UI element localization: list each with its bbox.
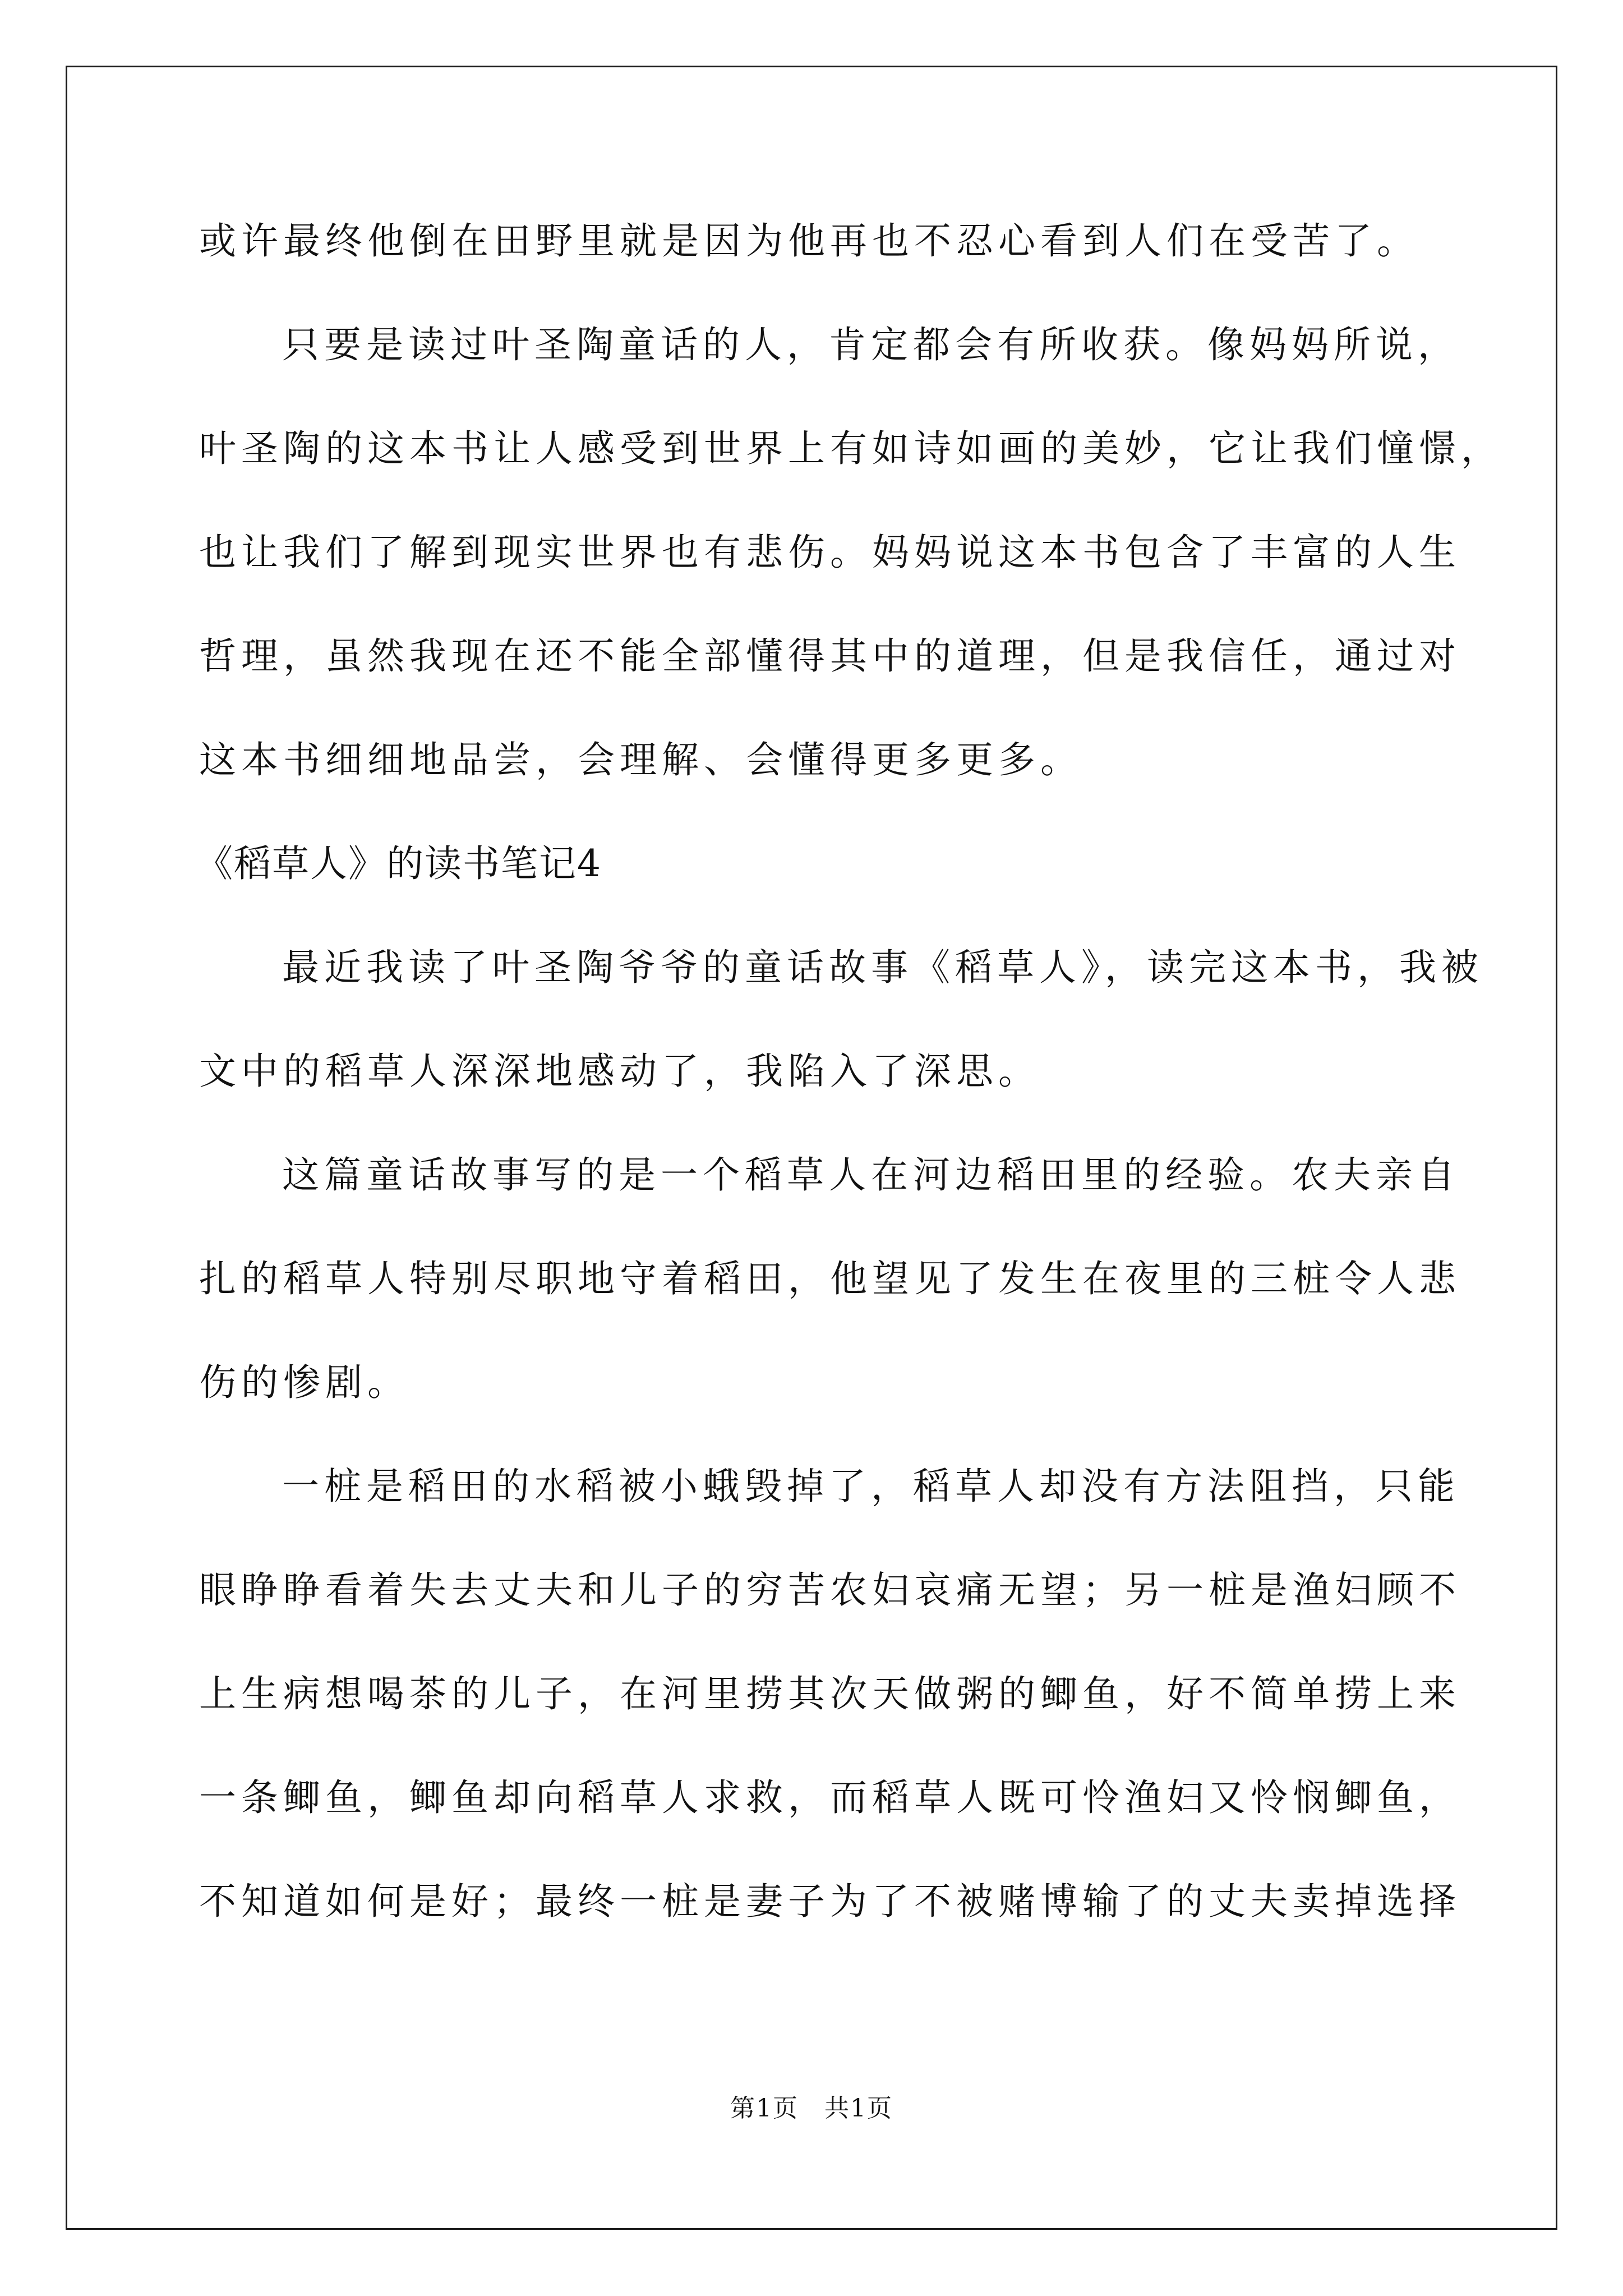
paragraph-line: 文中的稻草人深深地感动了，我陷入了深思。 <box>199 1050 1040 1093</box>
paragraph-line: 一条鲫鱼，鲫鱼却向稻草人求救，而稻草人既可怜渔妇又怜悯鲫鱼， <box>199 1776 1461 1819</box>
document-body <box>196 208 1503 1972</box>
paragraph-line: 不知道如何是好；最终一桩是妻子为了不被赌博输了的丈夫卖掉选择 <box>199 1880 1461 1923</box>
section-heading: 《稻草人》的读书笔记4 <box>196 842 602 885</box>
paragraph-line: 叶圣陶的这本书让人感受到世界上有如诗如画的美妙，它让我们憧憬， <box>199 427 1503 470</box>
paragraph-line: 这篇童话故事写的是一个稻草人在河边稻田里的经验。农夫亲自 <box>282 1153 1460 1197</box>
paragraph-line: 也让我们了解到现实世界也有悲伤。妈妈说这本书包含了丰富的人生 <box>199 531 1461 574</box>
paragraph-line: 伤的惨剧。 <box>199 1361 409 1404</box>
paragraph-line: 上生病想喝茶的儿子，在河里捞其次天做粥的鲫鱼，好不简单捞上来 <box>199 1672 1461 1715</box>
paragraph-line: 最近我读了叶圣陶爷爷的童话故事《稻草人》，读完这本书，我被 <box>282 946 1483 989</box>
page-footer: 第1页 共1页 <box>730 2094 893 2123</box>
paragraph-line: 这本书细细地品尝，会理解、会懂得更多更多。 <box>199 738 1082 781</box>
paragraph-line: 一桩是稻田的水稻被小蛾毁掉了，稻草人却没有方法阻挡，只能 <box>282 1465 1460 1508</box>
paragraph-line: 或许最终他倒在田野里就是因为他再也不忍心看到人们在受苦了。 <box>199 219 1419 263</box>
paragraph-line: 眼睁睁看着失去丈夫和儿子的穷苦农妇哀痛无望；另一桩是渔妇顾不 <box>199 1568 1461 1612</box>
paragraph-line: 扎的稻草人特别尽职地守着稻田，他望见了发生在夜里的三桩令人悲 <box>199 1257 1461 1300</box>
paragraph-line: 哲理，虽然我现在还不能全部懂得其中的道理，但是我信任，通过对 <box>199 634 1461 678</box>
paragraph-line: 只要是读过叶圣陶童话的人，肯定都会有所收获。像妈妈所说， <box>282 323 1460 366</box>
